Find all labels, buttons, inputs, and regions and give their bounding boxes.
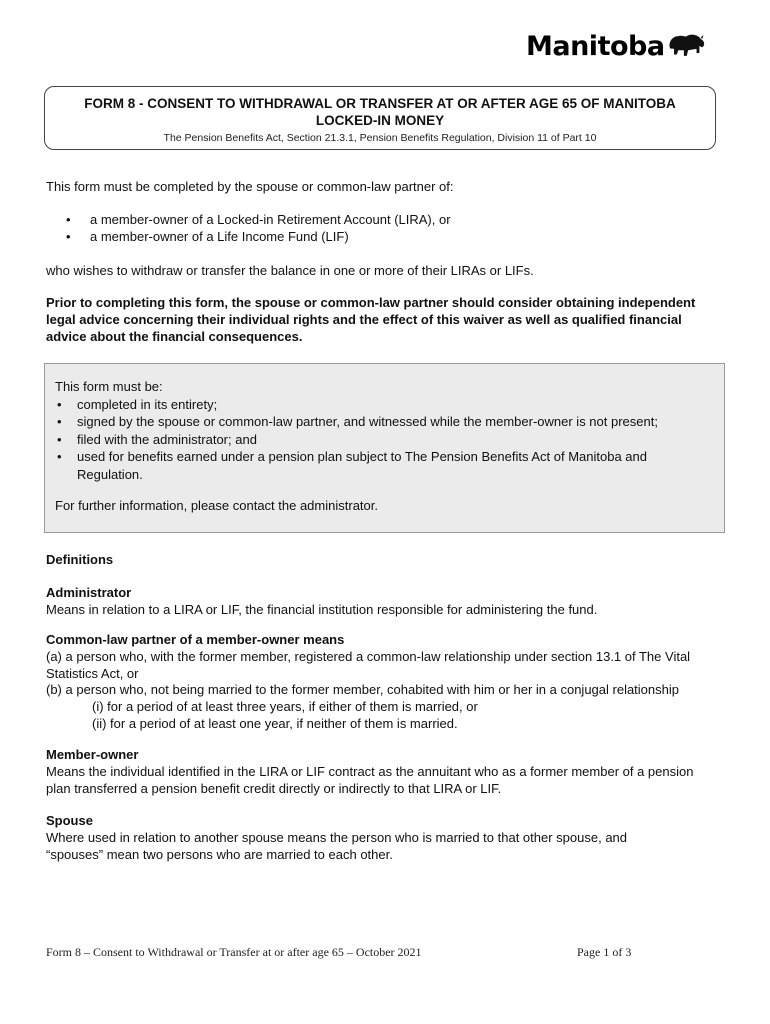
term-administrator: Administrator [46, 585, 132, 600]
footer-page-number: Page 1 of 3 [577, 945, 632, 959]
list-item: • filed with the administrator; and [55, 431, 714, 449]
definition-member-owner [46, 747, 696, 797]
definition-text: Means in relation to a LIRA or LIF, the financial institution responsible for administering the fund. [46, 601, 598, 617]
footer-form-label: Form 8 – Consent to Withdrawal or Transfer at or after age 65 – October 2021 [46, 945, 422, 959]
term-spouse: Spouse [46, 813, 93, 828]
definition-text: (b) a person who, not being married to the former member, cohabited with him or her in a conjugal relationship [46, 682, 679, 698]
notice-lead: This form must be: [55, 379, 163, 394]
intro-lead: This form must be completed by the spouse or common-law partner of: [46, 179, 454, 194]
notice-box [44, 363, 725, 533]
definition-text: (i) for a period of at least three years, if either of them is married, or [92, 699, 478, 715]
form-subtitle: The Pension Benefits Act, Section 21.3.1, Pension Benefits Regulation, Division 11 of Part 10 [163, 132, 597, 144]
logo-text: Manitoba [526, 30, 665, 62]
definition-text: (ii) for a period of at least one year, if neither of them is married. [92, 715, 458, 731]
legal-advice-note: Prior to completing this form, the spouse or common-law partner should consider obtaining independent legal advice concerning their individual rights and the effect of this waiver as well as qualified financial advice about the financial consequences. [46, 295, 696, 344]
definition-text: (a) a person who, with the former member, registered a common-law relationship under section 13.1 of The Vital Statistics Act, or [46, 648, 691, 681]
list-item: • a member-owner of a Locked-in Retirement Account (LIRA), or [46, 212, 726, 229]
list-item: • a member-owner of a Life Income Fund (LIF) [46, 229, 726, 246]
list-item: • completed in its entirety; [55, 396, 714, 414]
intro-after: who wishes to withdraw or transfer the balance in one or more of their LIRAs or LIFs. [46, 263, 534, 278]
form-title-box [44, 86, 716, 150]
notice-contact: For further information, please contact the administrator. [55, 498, 378, 513]
definition-administrator [46, 585, 726, 619]
definition-common-law [46, 632, 718, 733]
manitoba-logo [526, 22, 706, 70]
form-title: FORM 8 - CONSENT TO WITHDRAWAL OR TRANSFER AT OR AFTER AGE 65 OF MANITOBA LOCKED-IN MONEY [84, 96, 676, 128]
definition-text: Means the individual identified in the LIRA or LIF contract as the annuitant who as a former member of a pension plan transferred a pension benefit credit directly or indirectly to that LIRA or LIF. [46, 763, 694, 796]
intro-bullet-list [46, 212, 726, 246]
list-item: • signed by the spouse or common-law partner, and witnessed while the member-owner is not present; [55, 413, 714, 431]
term-common-law: Common-law partner of a member-owner means [46, 632, 345, 647]
definition-text: Where used in relation to another spouse means the person who is married to that other spouse, and “spouses” mean two persons who are married to each other. [46, 829, 628, 862]
term-member-owner: Member-owner [46, 747, 139, 762]
definitions-heading: Definitions [46, 552, 114, 567]
definition-spouse [46, 813, 676, 863]
bison-icon [667, 26, 706, 66]
list-item: • used for benefits earned under a pension plan subject to The Pension Benefits Act of Manitoba and Regulation. [55, 448, 714, 483]
